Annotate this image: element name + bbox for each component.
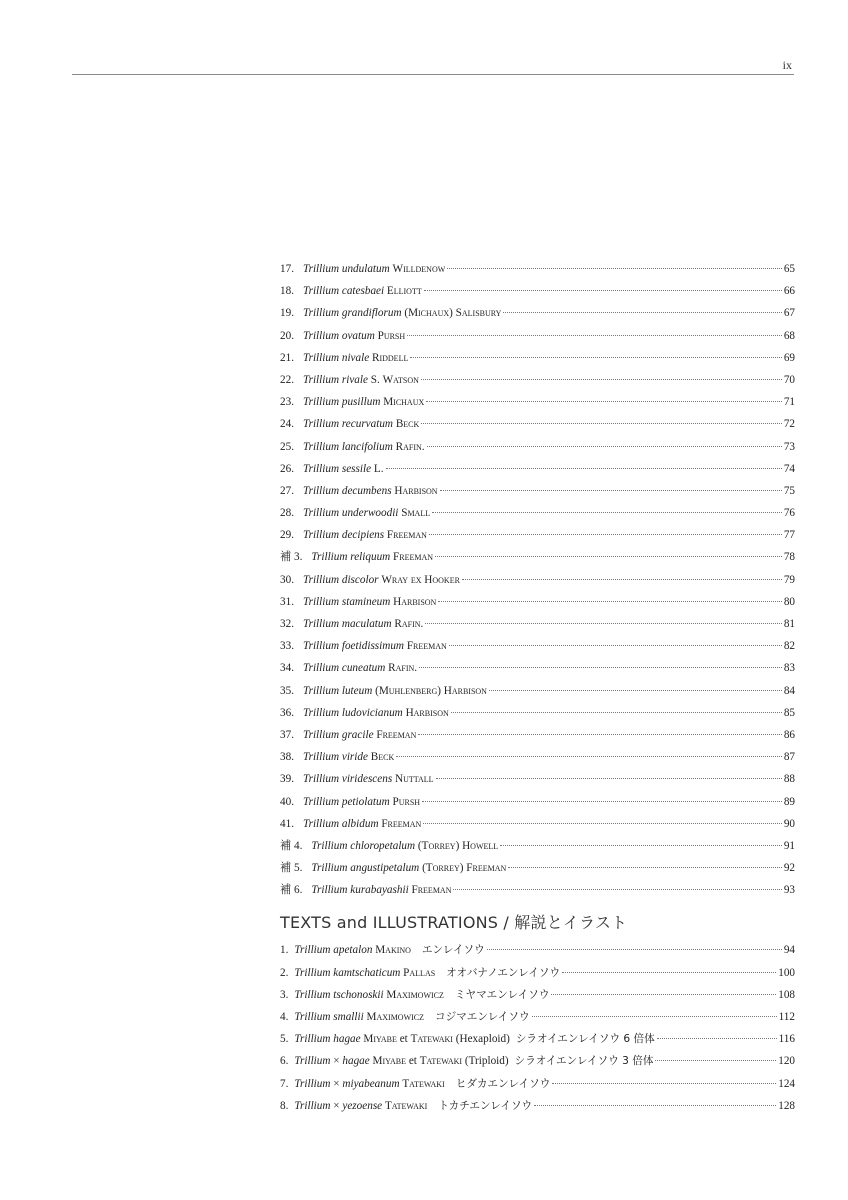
genus-name: Trillium [302,307,340,320]
entry-number: 1. [280,944,289,957]
species-epithet: stamineum [341,595,391,608]
toc-page-number: 91 [783,839,795,852]
author-joiner: et [399,1033,408,1046]
toc-entry[interactable] [280,591,795,613]
author-name: (Michaux) Salisbury [404,307,502,320]
dot-leader [562,972,776,973]
toc-page-number: 120 [778,1055,795,1068]
entry-number: 40. [280,795,294,808]
species-epithet: decipiens [341,529,385,542]
entry-number: 4. [280,1011,289,1023]
toc-list-texts [280,939,795,1117]
species-epithet: discolor [341,573,379,586]
author-name: Harbison [394,484,438,497]
toc-entry[interactable] [280,768,795,790]
entry-number: 6. [280,1055,289,1068]
author-name: Freeman [393,551,434,564]
genus-name: Trillium [302,418,340,431]
entry-number: 35. [280,684,294,697]
toc-page-number: 79 [783,573,795,586]
genus-name: Trillium [302,595,340,608]
author-name: Tatewaki [402,1077,445,1090]
toc-entry[interactable] [280,635,795,657]
dot-leader [435,556,782,557]
genus-name: Trillium [302,351,340,364]
dot-leader [419,667,782,668]
species-epithet: yezoense [342,1099,383,1112]
dot-leader [426,401,782,402]
toc-page-number: 87 [783,751,795,764]
species-epithet: miyabeanum [342,1077,400,1090]
dot-leader [423,823,781,824]
species-epithet: maculatum [341,618,392,630]
dot-leader [552,1083,776,1084]
toc-entry[interactable] [280,524,795,546]
author-name: Rafin. [394,618,424,630]
entry-number: 28. [280,507,294,520]
toc-entry[interactable] [280,480,795,502]
ploidy-note: (Triploid) [464,1055,509,1068]
author-joiner: et [408,1055,417,1068]
species-epithet: underwoodii [341,507,399,520]
toc-entry[interactable] [280,835,795,857]
species-epithet: decumbens [341,484,392,497]
author-name-2: Tatewaki [410,1033,453,1046]
species-epithet: viride [341,751,368,764]
species-epithet: angustipetalum [350,862,420,875]
genus-name: Trillium [302,817,340,830]
toc-page-number: 77 [783,529,795,542]
toc-page-number: 108 [778,988,795,1001]
genus-name: Trillium [302,751,340,764]
japanese-name: ヒダカエンレイソウ [455,1077,551,1090]
entry-number: 19. [280,307,294,320]
toc-page-number: 128 [778,1099,795,1112]
species-epithet: ludovicianum [341,706,403,719]
table-of-contents [280,258,795,1117]
author-name: Pursh [392,795,421,808]
species-epithet: chloropetalum [350,839,416,852]
toc-entry[interactable] [280,258,795,280]
species-epithet: ovatum [341,329,375,342]
toc-entry[interactable] [280,791,795,813]
toc-page-number: 112 [778,1011,795,1023]
genus-name: Trillium [294,1077,331,1090]
author-name: (Torrey) Freeman [422,862,507,875]
entry-number: 20. [280,329,294,342]
toc-entry[interactable] [280,879,795,901]
toc-entry[interactable] [280,413,795,435]
dot-leader [453,889,781,890]
dot-leader [424,290,782,291]
species-epithet: luteum [341,684,373,697]
dot-leader [386,468,782,469]
author-name: Nuttall [394,773,434,786]
toc-entry[interactable] [280,1073,795,1095]
entry-number: 22. [280,373,294,386]
species-epithet: hagae [342,1055,370,1068]
toc-entry[interactable] [280,939,795,961]
genus-name: Trillium [302,573,340,586]
toc-page-number: 72 [783,418,795,431]
author-name: Freeman [406,640,447,653]
dot-leader [429,534,782,535]
toc-entry[interactable] [280,1006,795,1028]
author-name: Elliott [386,285,422,298]
author-name: Freeman [411,884,452,897]
genus-name: Trillium [302,329,340,342]
dot-leader [462,579,782,580]
toc-page-number: 73 [783,440,795,453]
species-epithet: lancifolium [341,440,393,453]
toc-entry[interactable] [280,391,795,413]
genus-name: Trillium [302,484,340,497]
genus-name: Trillium [294,1011,331,1023]
species-epithet: sessile [341,462,372,475]
genus-name: Trillium [302,662,340,675]
dot-leader [508,867,782,868]
genus-name: Trillium [302,373,340,386]
japanese-name: トカチエンレイソウ [438,1099,533,1112]
author-name: Freeman [386,529,427,542]
entry-number: 32. [280,618,294,630]
dot-leader [500,845,782,846]
species-epithet: cuneatum [341,662,386,675]
toc-page-number: 90 [783,817,795,830]
entry-number: 5. [280,1033,289,1046]
toc-page-number: 70 [783,373,795,386]
toc-entry[interactable] [280,546,795,568]
toc-page-number: 89 [783,795,795,808]
dot-leader [407,335,782,336]
species-epithet: petiolatum [341,795,390,808]
dot-leader [438,601,781,602]
entry-number: 37. [280,728,294,741]
genus-name: Trillium [302,285,340,298]
entry-number: 29. [280,529,294,542]
genus-name: Trillium [294,944,331,957]
entry-number: 17. [280,263,294,275]
entry-number: 41. [280,817,294,830]
toc-entry[interactable] [280,857,795,879]
species-epithet: smallii [333,1011,364,1023]
toc-entry[interactable] [280,724,795,746]
dot-leader [432,512,782,513]
toc-entry[interactable] [280,702,795,724]
author-name: Freeman [376,728,417,741]
species-epithet: grandiflorum [341,307,402,320]
entry-number: 34. [280,662,294,675]
genus-name: Trillium [311,551,348,564]
genus-name: Trillium [302,618,340,630]
entry-number: 33. [280,640,294,653]
japanese-name: オオバナノエンレイソウ [446,966,561,979]
entry-number: 7. [280,1077,289,1090]
genus-name: Trillium [302,640,340,653]
japanese-name: エンレイソウ [421,944,485,957]
japanese-name: シラオイエンレイソウ 6 倍体 [515,1033,655,1046]
dot-leader [447,268,782,269]
genus-name: Trillium [311,839,348,852]
dot-leader [657,1038,777,1039]
species-epithet: tschonoskii [333,988,384,1001]
dot-leader [418,734,781,735]
entry-number: 21. [280,351,294,364]
species-epithet: albidum [341,817,379,830]
toc-page-number: 100 [778,966,795,979]
species-epithet: reliquum [350,551,391,564]
species-epithet: viridescens [341,773,393,786]
entry-number: 39. [280,773,294,786]
author-name: Beck [395,418,420,431]
entry-number: 24. [280,418,294,431]
author-name: Rafin. [388,662,418,675]
entry-number: 26. [280,462,294,475]
author-name: Willdenow [392,263,446,275]
dot-leader [532,1016,777,1017]
toc-entry[interactable] [280,347,795,369]
species-epithet: gracile [341,728,374,741]
toc-entry[interactable] [280,1028,795,1050]
species-epithet: undulatum [341,263,390,275]
page-number: ix [782,58,792,72]
author-name: Wray ex Hooker [381,573,460,586]
author-name: (Torrey) Howell [417,839,499,852]
toc-entry[interactable] [280,325,795,347]
japanese-name: コジマエンレイソウ [435,1011,530,1023]
entry-number: 補 6. [280,884,303,897]
toc-entry[interactable] [280,280,795,302]
genus-name: Trillium [302,706,340,719]
author-name-2: Tatewaki [419,1055,463,1068]
hybrid-sign: × [333,1055,340,1068]
toc-page-number: 81 [783,618,795,630]
species-epithet: hagae [333,1033,361,1046]
toc-entry[interactable] [280,1095,795,1117]
dot-leader [503,312,781,313]
entry-number: 25. [280,440,294,453]
species-epithet: pusillum [341,396,381,409]
dot-leader [449,645,782,646]
header-rule [72,74,794,75]
author-name: Watson [382,373,419,386]
genus-name: Trillium [302,263,340,275]
species-epithet: apetalon [333,944,373,957]
entry-number: 補 4. [280,839,303,852]
author-name: Harbison [405,706,449,719]
toc-entry[interactable] [280,613,795,635]
toc-page-number: 71 [783,396,795,409]
toc-page-number: 67 [783,307,795,320]
dot-leader [427,446,782,447]
hybrid-sign: × [333,1099,340,1112]
species-epithet: nivale [341,351,370,364]
entry-number: 3. [280,988,289,1001]
author-name: Riddell [372,351,409,364]
toc-page-number: 92 [783,862,795,875]
toc-page-number: 84 [783,684,795,697]
author-name: Beck [370,751,395,764]
author-name: (Muhlenberg) Harbison [375,684,487,697]
species-epithet: kurabayashii [350,884,409,897]
toc-page-number: 93 [783,884,795,897]
toc-entry[interactable] [280,813,795,835]
dot-leader [489,690,782,691]
toc-page-number: 80 [783,595,795,608]
entry-number: 8. [280,1099,289,1112]
dot-leader [410,357,781,358]
entry-number: 2. [280,966,289,979]
genus-name: Trillium [302,684,340,697]
toc-page-number: 85 [783,706,795,719]
dot-leader [487,949,782,950]
genus-name: Trillium [311,884,348,897]
species-epithet: catesbaei [341,285,385,298]
entry-number: 補 5. [280,862,303,875]
toc-entry[interactable] [280,302,795,324]
toc-page-number: 88 [783,773,795,786]
toc-page-number: 78 [783,551,795,564]
toc-entry[interactable] [280,984,795,1006]
author-name: Miyabe [363,1033,397,1046]
author-name: Freeman [381,817,422,830]
toc-page-number: 94 [783,944,795,957]
toc-entry[interactable] [280,680,795,702]
author-name: Makino [375,944,411,957]
toc-entry[interactable] [280,502,795,524]
toc-page-number: 66 [783,285,795,298]
dot-leader [655,1060,776,1061]
dot-leader [421,379,782,380]
dot-leader [421,423,782,424]
genus-name: Trillium [302,795,340,808]
entry-number: 31. [280,595,294,608]
author-name: Rafin. [395,440,425,453]
author-name: Maximowicz [386,988,444,1001]
toc-page-number: 83 [783,662,795,675]
author-prefix: S. [370,373,380,386]
author-name: Michaux [383,396,425,409]
toc-page-number: 86 [783,728,795,741]
genus-name: Trillium [302,507,340,520]
toc-entry[interactable] [280,1050,795,1072]
genus-name: Trillium [302,396,340,409]
dot-leader [425,623,782,624]
author-name: Tatewaki [384,1099,428,1112]
hybrid-sign: × [333,1077,340,1090]
dot-leader [396,756,782,757]
toc-page-number: 69 [783,351,795,364]
toc-page-number: 124 [778,1077,795,1090]
toc-page-number: 65 [783,263,795,275]
genus-name: Trillium [294,988,331,1001]
genus-name: Trillium [294,1099,331,1112]
section-heading: TEXTS and ILLUSTRATIONS / 解説とイラスト [280,913,628,933]
entry-number: 23. [280,396,294,409]
genus-name: Trillium [302,462,340,475]
ploidy-note: (Hexaploid) [455,1033,510,1046]
dot-leader [534,1105,776,1106]
genus-name: Trillium [294,1033,331,1046]
toc-page-number: 76 [783,507,795,520]
entry-number: 27. [280,484,294,497]
toc-entry[interactable] [280,746,795,768]
genus-name: Trillium [302,440,340,453]
entry-number: 30. [280,573,294,586]
genus-name: Trillium [311,862,348,875]
genus-name: Trillium [294,966,331,979]
toc-entry[interactable] [280,962,795,984]
author-name: Pursh [377,329,406,342]
toc-page-number: 75 [783,484,795,497]
dot-leader [436,778,782,779]
genus-name: Trillium [302,728,340,741]
genus-name: Trillium [302,773,340,786]
species-epithet: rivale [341,373,368,386]
toc-list-plates [280,258,795,901]
genus-name: Trillium [302,529,340,542]
entry-number: 18. [280,285,294,298]
species-epithet: foetidissimum [341,640,405,653]
toc-page-number: 74 [783,462,795,475]
species-epithet: kamtschaticum [333,966,401,979]
author-prefix: L. [373,462,384,475]
toc-page-number: 68 [783,329,795,342]
japanese-name: シラオイエンレイソウ 3 倍体 [514,1055,654,1068]
entry-number: 38. [280,751,294,764]
dot-leader [451,712,782,713]
toc-entry[interactable] [280,657,795,679]
toc-entry[interactable] [280,569,795,591]
toc-entry[interactable] [280,436,795,458]
toc-entry[interactable] [280,458,795,480]
author-name: Maximowicz [366,1011,425,1023]
species-epithet: recurvatum [341,418,394,431]
genus-name: Trillium [294,1055,331,1068]
dot-leader [551,994,776,995]
toc-page-number: 82 [783,640,795,653]
author-name: Harbison [393,595,437,608]
dot-leader [440,490,782,491]
entry-number: 補 3. [280,551,303,564]
author-name: Small [401,507,431,520]
author-name: Miyabe [372,1055,407,1068]
toc-page-number: 116 [778,1033,795,1046]
entry-number: 36. [280,706,294,719]
dot-leader [422,801,782,802]
toc-entry[interactable] [280,369,795,391]
japanese-name: ミヤマエンレイソウ [454,988,550,1001]
author-name: Pallas [403,966,436,979]
